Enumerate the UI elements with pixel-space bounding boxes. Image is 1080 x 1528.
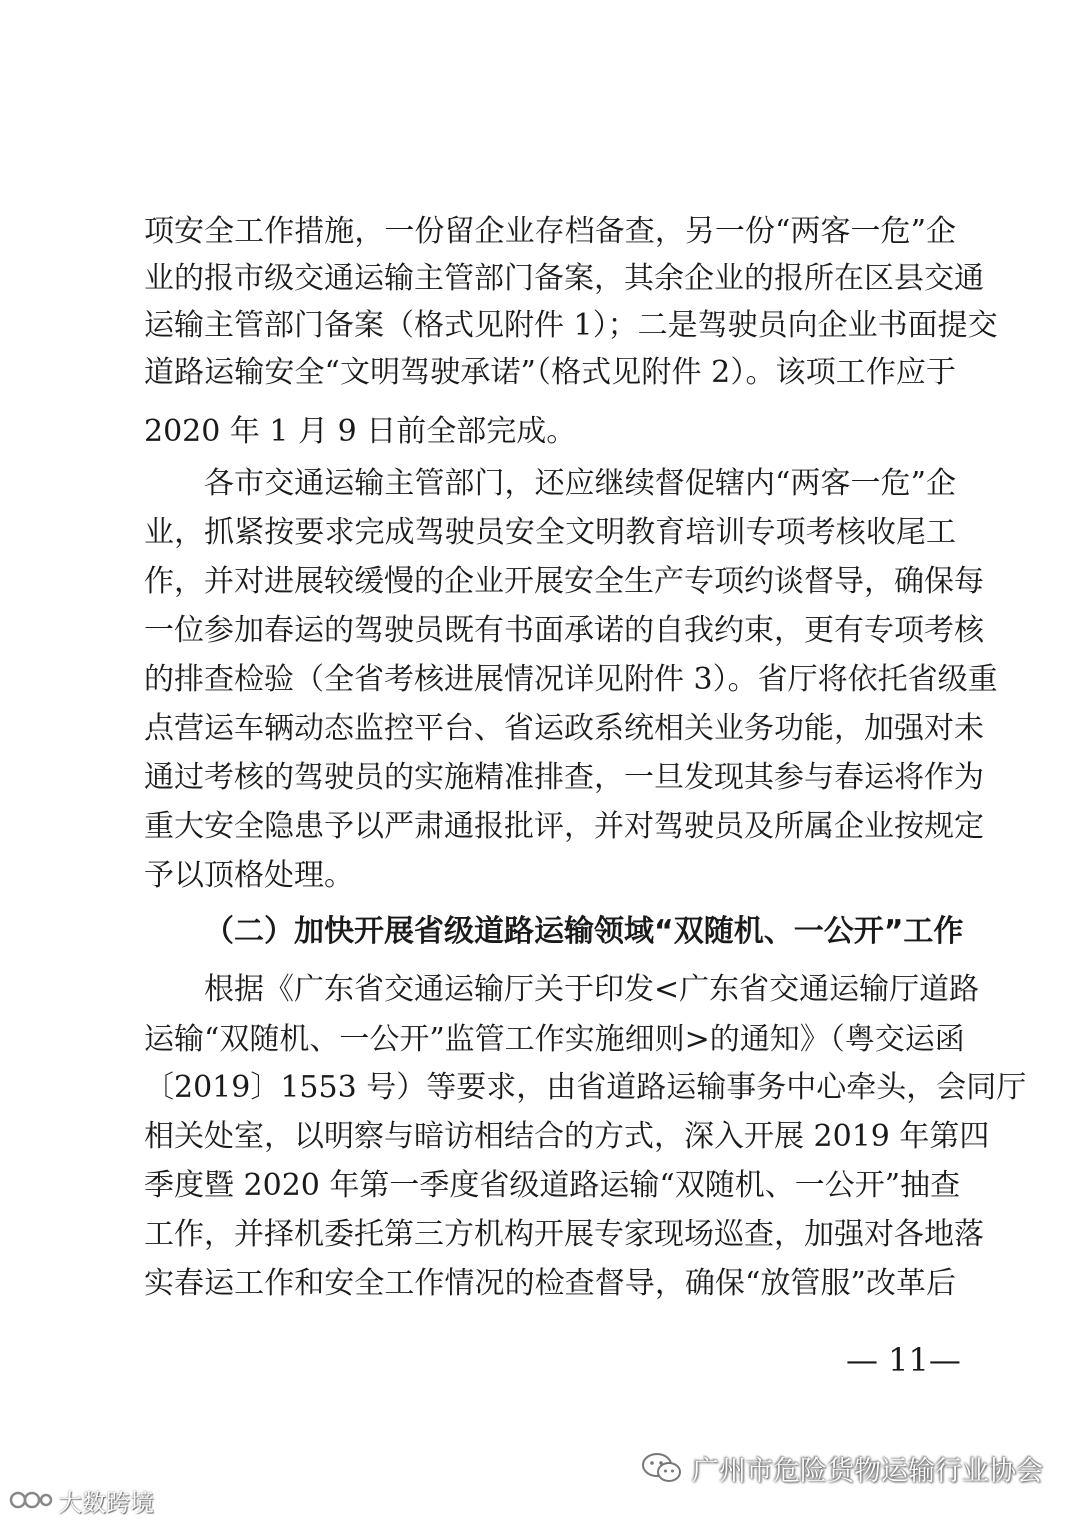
p1-line-5: 2020 年 1 月 9 日前全部完成。: [144, 414, 577, 449]
p2-line-6: 点营运车辆动态监控平台、省运政系统相关业务功能，加强对未: [144, 711, 984, 746]
p2-line-8: 重大安全隐患予以严肃通报批评，并对驾驶员及所属企业按规定: [144, 809, 984, 844]
p2-line-5: 的排查检验（全省考核进展情况详见附件 3）。省厅将依托省级重: [144, 662, 998, 697]
p1-line-4: 道路运输安全“文明驾驶承诺”（格式见附件 2）。该项工作应于: [144, 355, 956, 390]
p3-line-1: 根据《广东省交通运输厅关于印发<广东省交通运输厅道路: [204, 972, 980, 1007]
p3-line-3: 〔2019〕1553 号）等要求，由省道路运输事务中心牵头，会同厅: [144, 1070, 1027, 1105]
p3-line-7: 实春运工作和安全工作情况的检查督导，确保“放管服”改革后: [144, 1266, 956, 1301]
section-heading: （二）加快开展省级道路运输领域“双随机、一公开”工作: [204, 914, 964, 949]
wechat-account-watermark: [640, 1450, 1043, 1486]
site-watermark-text: 大数跨境: [58, 1488, 154, 1517]
p2-line-7: 通过考核的驾驶员的实施精准排查，一旦发现其参与春运将作为: [144, 760, 984, 795]
p1-line-2: 业的报市级交通运输主管部门备案，其余企业的报所在区县交通: [144, 261, 984, 296]
wechat-account-name: 广州市危险货物运输行业协会: [692, 1455, 1043, 1487]
p2-line-9: 予以顶格处理。: [144, 858, 354, 893]
p3-line-5: 季度暨 2020 年第一季度省级道路运输“双随机、一公开”抽查: [144, 1168, 961, 1203]
p2-line-2: 业，抓紧按要求完成驾驶员安全文明教育培训专项考核收尾工: [144, 515, 956, 550]
p3-line-2: 运输“双随机、一公开”监管工作实施细则>的通知》（粤交运函: [144, 1022, 965, 1057]
p2-line-3: 作，并对进展较缓慢的企业开展安全生产专项约谈督导，确保每: [144, 564, 984, 599]
p3-line-6: 工作，并择机委托第三方机构开展专家现场巡查，加强对各地落: [144, 1217, 984, 1252]
logo-icon: [8, 1486, 54, 1514]
site-watermark: [8, 1484, 154, 1516]
p1-line-3: 运输主管部门备案（格式见附件 1）；二是驾驶员向企业书面提交: [144, 308, 998, 343]
p3-line-4: 相关处室，以明察与暗访相结合的方式，深入开展 2019 年第四: [144, 1119, 990, 1154]
p2-line-4: 一位参加春运的驾驶员既有书面承诺的自我约束，更有专项考核: [144, 613, 984, 648]
wechat-icon: [640, 1451, 684, 1485]
p1-line-1: 项安全工作措施，一份留企业存档备查，另一份“两客一危”企: [144, 214, 956, 249]
page-number: — 11—: [846, 1341, 961, 1379]
p2-line-1: 各市交通运输主管部门，还应继续督促辖内“两客一危”企: [204, 466, 956, 501]
